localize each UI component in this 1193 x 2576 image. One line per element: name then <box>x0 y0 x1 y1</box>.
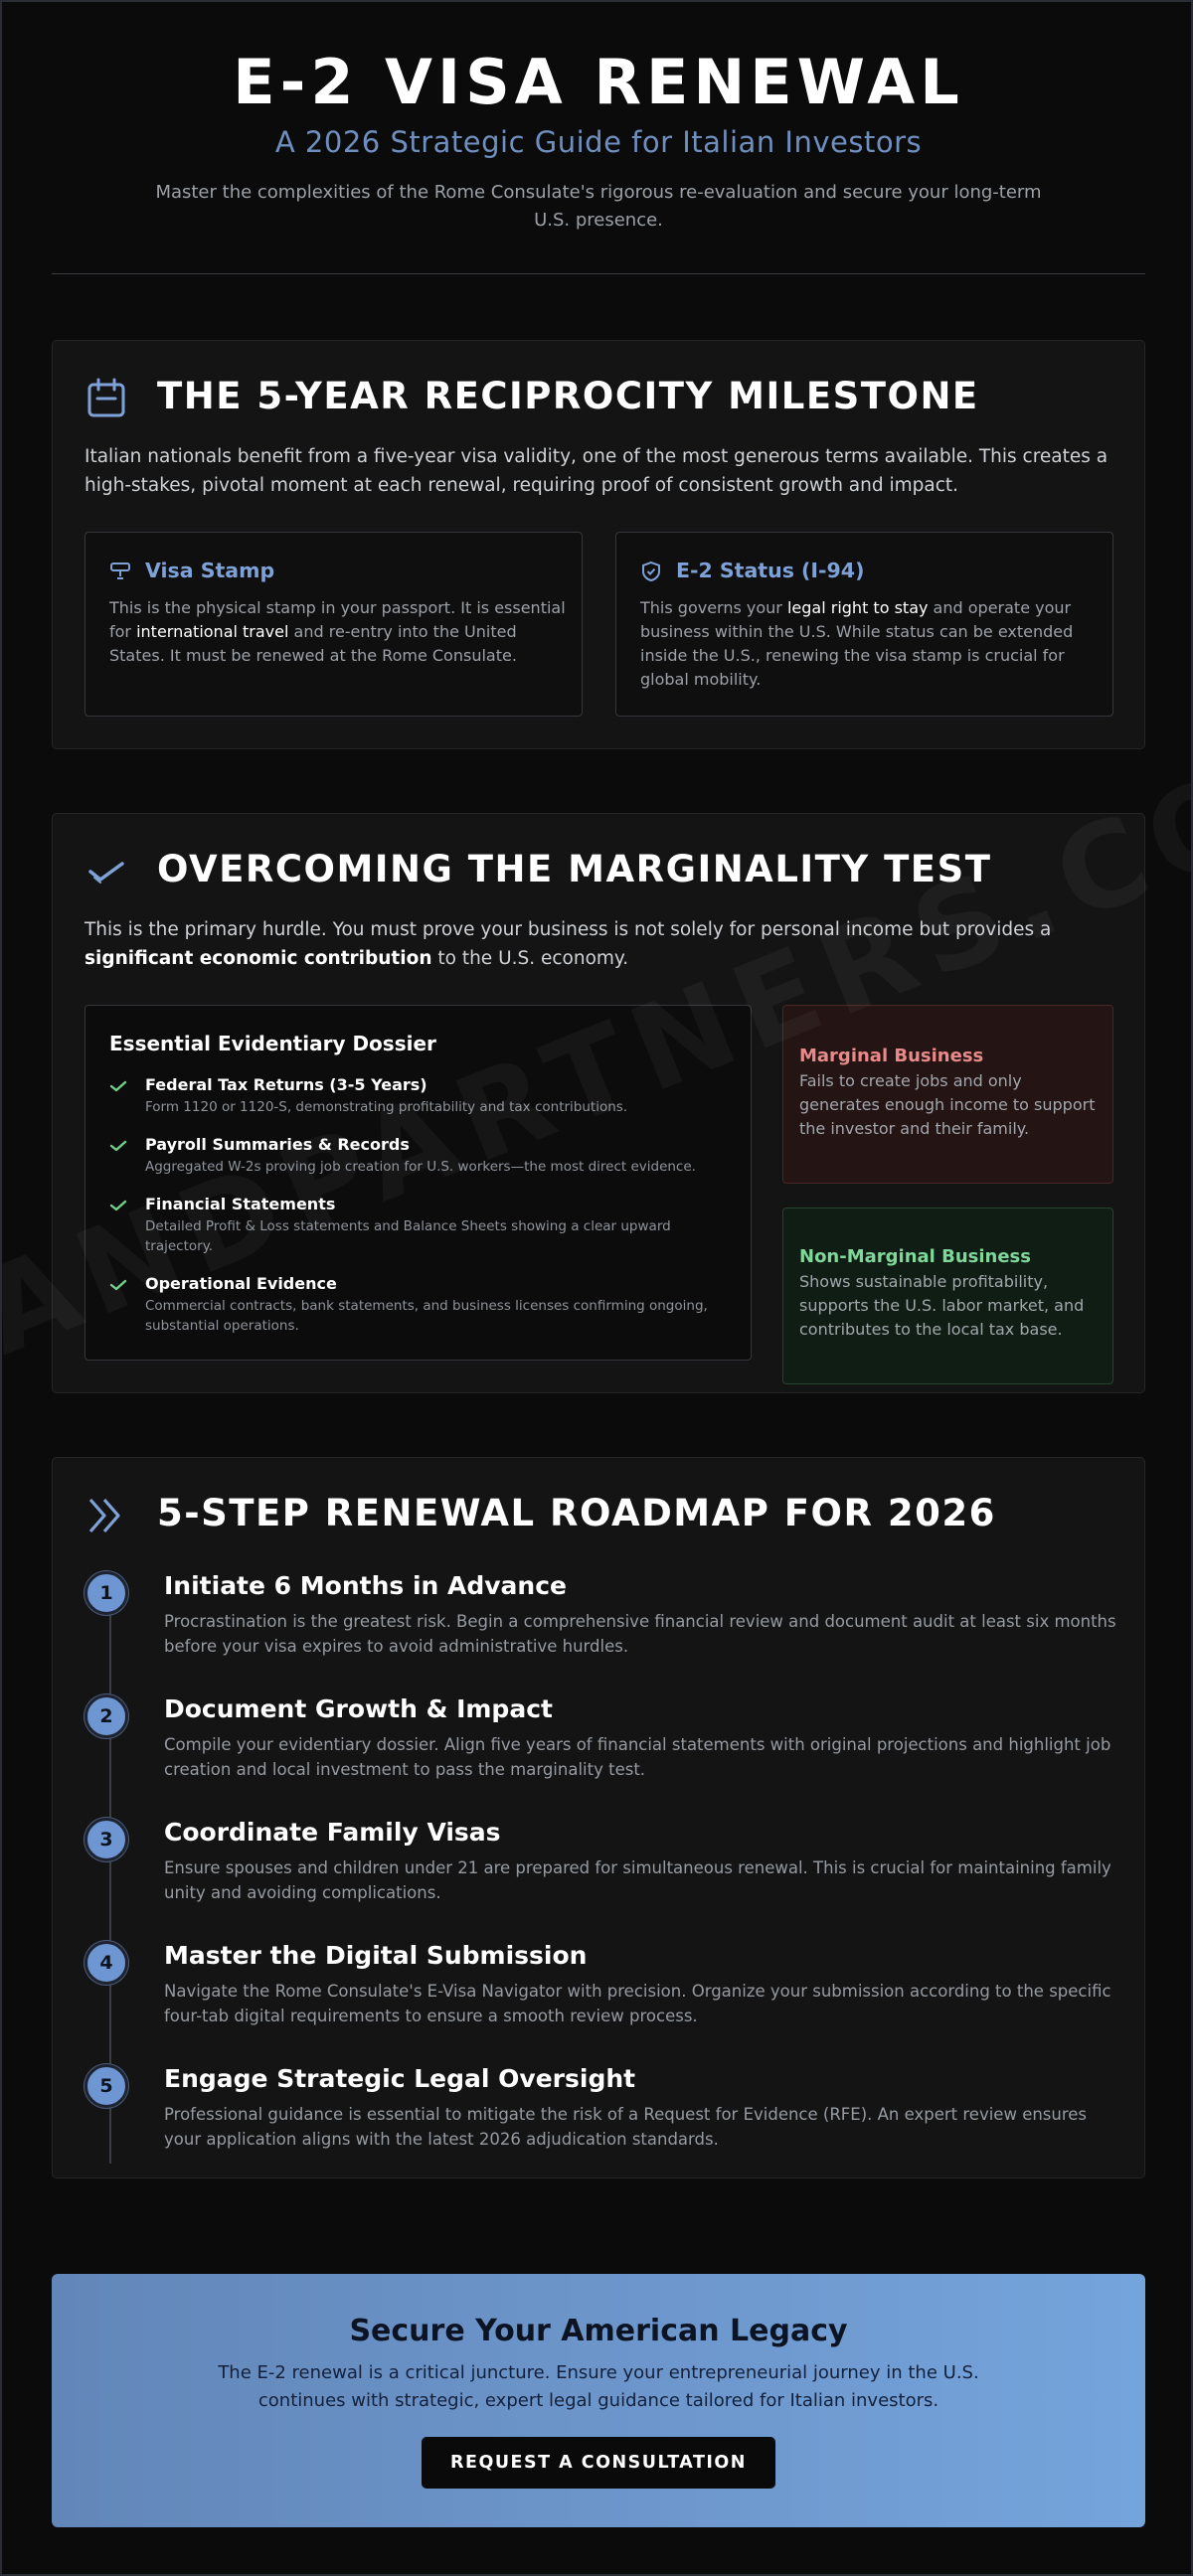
non-marginal-business-card <box>782 1208 1113 1384</box>
step-title: Document Growth & Impact <box>164 1694 553 1723</box>
e2-status-text: This governs your legal right to stay and operate your business within the U.S. While status can be extended inside the U.S., renewing the visa stamp is crucial for global mobility. <box>640 598 1074 689</box>
step-desc: Procrastination is the greatest risk. Begin a comprehensive financial review and document audit at least six months before your visa expires to avoid administrative hurdles. <box>164 1612 1116 1656</box>
e2-status-title: E-2 Status (I-94) <box>676 559 865 582</box>
marginality-lead: This is the primary hurdle. You must prove your business is not solely for personal income but provides a significant economic contribution to the U.S. economy. <box>85 919 1052 969</box>
shield-check-icon <box>640 561 662 582</box>
header-divider <box>52 273 1145 274</box>
evidence-desc: Form 1120 or 1120-S, demonstrating profitability and tax contributions. <box>145 1099 628 1115</box>
reciprocity-lead: Italian nationals benefit from a five-year visa validity, one of the most generous terms available. This creates a high-stakes, pivotal moment at each renewal, requiring proof of consistent growth and impact. <box>85 446 1108 496</box>
cta-panel <box>52 2274 1145 2527</box>
evidence-title: Federal Tax Returns (3-5 Years) <box>145 1075 427 1094</box>
visa-stamp-highlight: international travel <box>136 622 289 641</box>
roadmap-title: 5-STEP RENEWAL ROADMAP FOR 2026 <box>157 1492 996 1534</box>
check-icon <box>109 1077 127 1095</box>
e2-status-card <box>615 532 1113 717</box>
request-consultation-button[interactable]: REQUEST A CONSULTATION <box>422 2437 775 2489</box>
step-number: 3 <box>85 1818 128 1861</box>
evidence-desc: Commercial contracts, bank statements, and business licenses confirming ongoing, substantial operations. <box>145 1298 708 1334</box>
cta-title: Secure Your American Legacy <box>349 2314 848 2348</box>
e2-status-highlight: legal right to stay <box>786 598 929 617</box>
step-desc: Navigate the Rome Consulate's E-Visa Navigator with precision. Organize your submission according to the specific four-tab digital requirements to ensure a smooth review process. <box>164 1982 1111 2025</box>
step-desc: Compile your evidentiary dossier. Align five years of financial statements with original projections and highlight job creation and local investment to pass the marginality test. <box>164 1735 1111 1779</box>
step-desc: Ensure spouses and children under 21 are prepared for simultaneous renewal. This is crucial for maintaining family unity and avoiding complications. <box>164 1858 1111 1902</box>
check-icon <box>109 1197 127 1214</box>
step-number: 1 <box>85 1571 128 1615</box>
evidence-desc: Aggregated W-2s proving job creation for U.S. workers—the most direct evidence. <box>145 1159 696 1175</box>
cta-text: The E-2 renewal is a critical juncture. Ensure your entrepreneurial journey in the U.S. continues with strategic, expert legal guidance tailored for Italian investors. <box>218 2362 979 2411</box>
check-icon <box>109 1276 127 1294</box>
reciprocity-section <box>52 340 1145 749</box>
evidentiary-dossier <box>85 1005 752 1361</box>
step-title: Initiate 6 Months in Advance <box>164 1571 568 1600</box>
evidence-title: Payroll Summaries & Records <box>145 1135 410 1154</box>
page-intro: Master the complexities of the Rome Consulate's rigorous re-evaluation and secure your long-term U.S. presence. <box>155 182 1042 231</box>
marginality-lead-bold: significant economic contribution <box>85 948 432 969</box>
step-title: Master the Digital Submission <box>164 1941 588 1970</box>
non-marginal-business-text: Shows sustainable profitability, supports the U.S. labor market, and contributes to the local tax base. <box>799 1272 1085 1339</box>
page-title: E-2 VISA RENEWAL <box>233 46 964 118</box>
visa-stamp-card <box>85 532 583 717</box>
marginality-title: OVERCOMING THE MARGINALITY TEST <box>157 848 992 890</box>
evidence-title: Operational Evidence <box>145 1274 337 1293</box>
non-marginal-business-title: Non-Marginal Business <box>799 1246 1031 1267</box>
stamp-icon <box>109 561 131 582</box>
step-number: 4 <box>85 1941 128 1985</box>
dossier-title: Essential Evidentiary Dossier <box>109 1032 436 1055</box>
page-subtitle: A 2026 Strategic Guide for Italian Investors <box>274 125 923 159</box>
marginal-business-text: Fails to create jobs and only generates enough income to support the investor and their family. <box>799 1071 1096 1138</box>
step-desc: Professional guidance is essential to mitigate the risk of a Request for Evidence (RFE). An expert review ensures your application aligns with the latest 2026 adjudication standards. <box>164 2105 1088 2149</box>
marginal-business-card <box>782 1005 1113 1184</box>
evidence-title: Financial Statements <box>145 1195 336 1213</box>
step-title: Coordinate Family Visas <box>164 1818 501 1847</box>
check-icon <box>109 1137 127 1155</box>
reciprocity-title: THE 5-YEAR RECIPROCITY MILESTONE <box>157 375 979 417</box>
evidence-desc: Detailed Profit & Loss statements and Balance Sheets showing a clear upward trajectory. <box>145 1218 671 1254</box>
marginal-business-title: Marginal Business <box>799 1046 984 1066</box>
check-mark-icon <box>85 850 128 893</box>
calendar-icon <box>85 377 128 420</box>
step-title: Engage Strategic Legal Oversight <box>164 2064 636 2093</box>
marginality-section <box>52 813 1145 1393</box>
visa-stamp-text: This is the physical stamp in your passport. It is essential for international travel and re-entry into the United States. It must be renewed at the Rome Consulate. <box>109 598 566 665</box>
step-number: 5 <box>85 2064 128 2108</box>
step-number: 2 <box>85 1694 128 1738</box>
visa-stamp-title: Visa Stamp <box>145 559 275 582</box>
roadmap-section <box>52 1457 1145 2178</box>
double-chevron-right-icon <box>85 1494 128 1537</box>
